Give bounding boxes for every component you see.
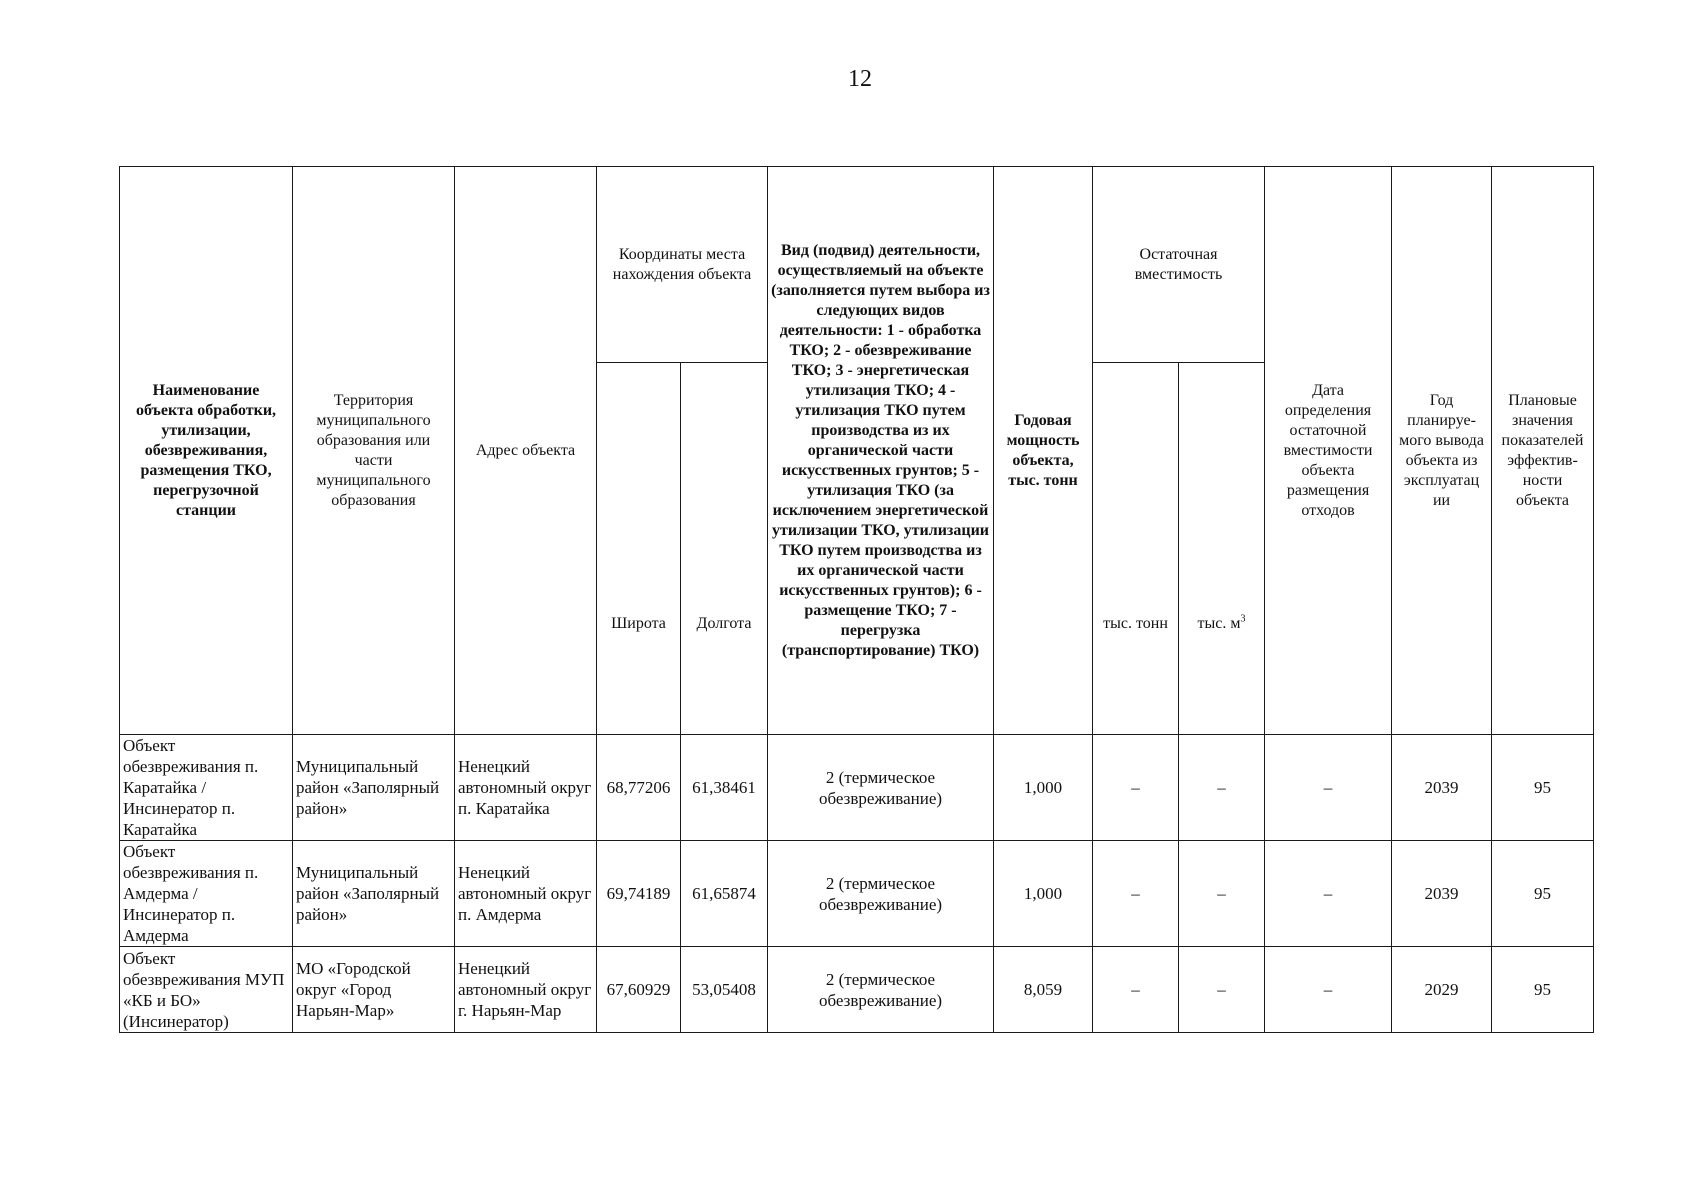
col-header-capacity: Годовая мощность объекта, тыс. тонн (994, 167, 1093, 735)
cell-name: Объект обезвреживания п. Каратайка / Инсинератор п. Каратайка (120, 735, 293, 841)
cell-residual-tons: – (1093, 947, 1179, 1033)
cell-residual-m3: – (1179, 947, 1265, 1033)
cell-residual-tons: – (1093, 841, 1179, 947)
cell-residual-m3: – (1179, 735, 1265, 841)
col-header-planned: Плановые значения показателей эффектив-ности объекта (1492, 167, 1594, 735)
cell-activity: 2 (термическое обезвреживание) (768, 947, 994, 1033)
cell-capacity: 8,059 (994, 947, 1093, 1033)
cell-address: Ненецкий автономный округ п. Амдерма (455, 841, 597, 947)
col-header-residual: Остаточная вместимость (1093, 167, 1265, 363)
cell-year: 2039 (1392, 735, 1492, 841)
cell-year: 2029 (1392, 947, 1492, 1033)
col-header-territory: Территория муниципального образования или части муниципального образования (293, 167, 455, 735)
cell-residual-m3: – (1179, 841, 1265, 947)
cell-longitude: 61,38461 (681, 735, 768, 841)
cell-planned: 95 (1492, 735, 1594, 841)
col-header-address: Адрес объекта (455, 167, 597, 735)
cell-capacity: 1,000 (994, 841, 1093, 947)
cell-address: Ненецкий автономный округ г. Нарьян-Мар (455, 947, 597, 1033)
residual-m3-unit: тыс. м (1197, 614, 1241, 632)
cell-latitude: 69,74189 (597, 841, 681, 947)
cell-date: – (1265, 841, 1392, 947)
cell-longitude: 61,65874 (681, 841, 768, 947)
col-header-coordinates: Координаты места нахождения объекта (597, 167, 768, 363)
cell-activity: 2 (термическое обезвреживание) (768, 735, 994, 841)
cell-address: Ненецкий автономный округ п. Каратайка (455, 735, 597, 841)
page-number: 12 (848, 66, 872, 92)
cell-residual-tons: – (1093, 735, 1179, 841)
col-header-latitude: Широта (597, 363, 681, 735)
cell-date: – (1265, 735, 1392, 841)
table-row (120, 947, 1594, 1033)
col-header-residual-tons: тыс. тонн (1093, 363, 1179, 735)
cell-planned: 95 (1492, 841, 1594, 947)
col-header-name: Наименование объекта обработки, утилизации, обезвреживания, размещения ТКО, перегрузочной станции (120, 167, 293, 735)
cell-latitude: 68,77206 (597, 735, 681, 841)
table-row (120, 735, 1594, 841)
residual-m3-superscript: 3 (1240, 613, 1246, 625)
cell-name: Объект обезвреживания п. Амдерма / Инсинератор п. Амдерма (120, 841, 293, 947)
cell-longitude: 53,05408 (681, 947, 768, 1033)
cell-capacity: 1,000 (994, 735, 1093, 841)
col-header-residual-m3 (1179, 363, 1265, 735)
cell-activity: 2 (термическое обезвреживание) (768, 841, 994, 947)
table-row (120, 841, 1594, 947)
cell-year: 2039 (1392, 841, 1492, 947)
cell-territory: Муниципальный район «Заполярный район» (293, 735, 455, 841)
cell-name: Объект обезвреживания МУП «КБ и БО» (Инсинератор) (120, 947, 293, 1033)
cell-territory: МО «Городской округ «Город Нарьян-Мар» (293, 947, 455, 1033)
col-header-year: Год планируе-мого вывода объекта из эксплуатац ии (1392, 167, 1492, 735)
waste-facilities-table (119, 166, 1594, 1033)
cell-latitude: 67,60929 (597, 947, 681, 1033)
cell-territory: Муниципальный район «Заполярный район» (293, 841, 455, 947)
cell-date: – (1265, 947, 1392, 1033)
col-header-longitude: Долгота (681, 363, 768, 735)
col-header-activity: Вид (подвид) деятельности, осуществляемый на объекте (заполняется путем выбора из следующих видов деятельности: 1 - обработка ТКО; 2 - обезвреживание ТКО; 3 - энергетическая утилизация ТКО; 4 - утилизация ТКО путем производства из их органической части искусственных грунтов; 5 - утилизация ТКО (за исключением энергетической утилизации ТКО, утилизации ТКО путем производства из их органической части искусственных грунтов); 6 - размещение ТКО; 7 - перегрузка (транспортирование) ТКО) (768, 167, 994, 735)
col-header-date: Дата определения остаточной вместимости объекта размещения отходов (1265, 167, 1392, 735)
cell-planned: 95 (1492, 947, 1594, 1033)
